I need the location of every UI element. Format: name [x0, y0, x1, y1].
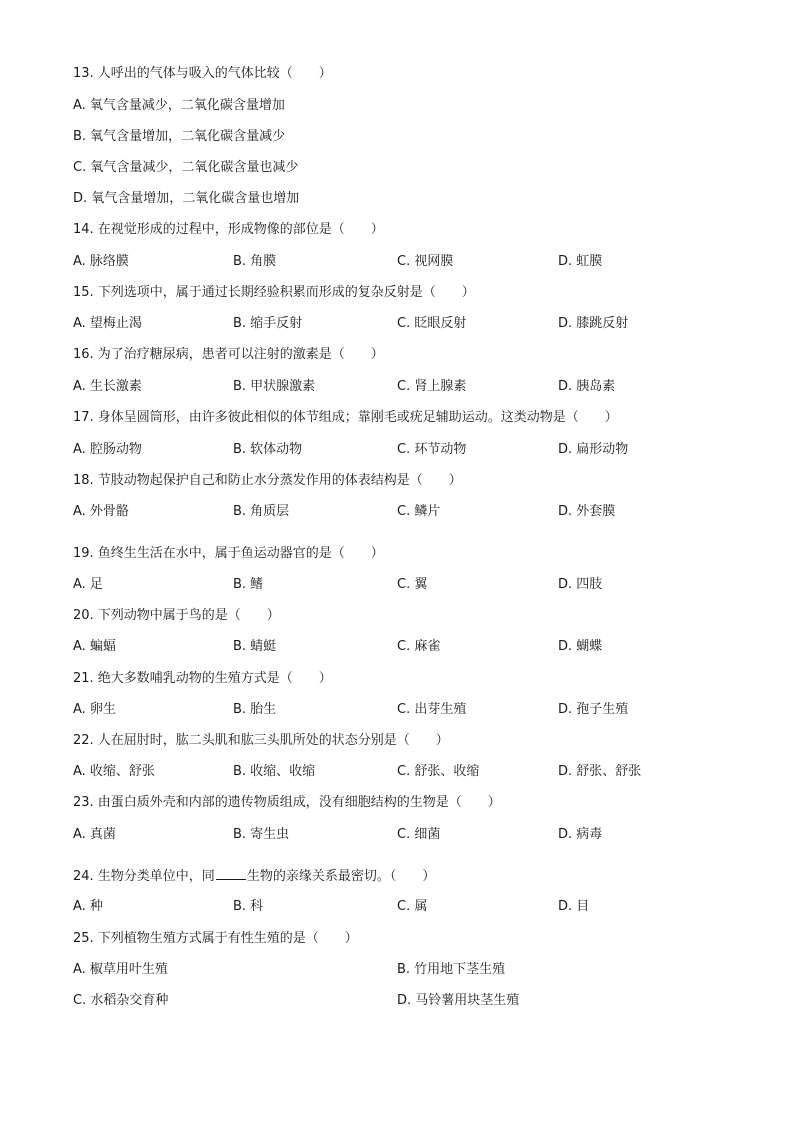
question-13-option-b: B. 氧气含量增加，二氧化碳含量减少	[73, 129, 286, 144]
option-b: B. 寄生虫	[233, 827, 290, 842]
option-b: B. 蜻蜓	[233, 639, 277, 654]
option-a: A. 望梅止渴	[73, 316, 142, 331]
option-a: A. 足	[73, 577, 103, 592]
question-25-options-row-2	[73, 991, 733, 1011]
option-b: B. 甲状腺激素	[233, 379, 316, 394]
option-d: D. 扁形动物	[558, 442, 629, 457]
option-c: C. 肾上腺素	[397, 379, 467, 394]
option-d: D. 蝴蝶	[558, 639, 603, 654]
option-d: D. 外套膜	[558, 504, 616, 519]
question-17-options	[73, 440, 733, 460]
option-a: A. 种	[73, 899, 103, 914]
question-16-options	[73, 377, 733, 397]
option-c: C. 环节动物	[397, 442, 467, 457]
question-21-stem: 21. 绝大多数哺乳动物的生殖方式是（ ）	[73, 671, 332, 686]
option-d: D. 马铃薯用块茎生殖	[397, 993, 520, 1008]
question-21-options	[73, 700, 733, 720]
option-b: B. 竹用地下茎生殖	[397, 962, 506, 977]
question-17-stem: 17. 身体呈圆筒形，由许多彼此相似的体节组成；靠刚毛或疣足辅助运动。这类动物是（ ）	[73, 410, 618, 425]
question-19-options	[73, 575, 733, 595]
option-b: B. 收缩、收缩	[233, 764, 316, 779]
option-c: C. 舒张、收缩	[397, 764, 480, 779]
option-c: C. 鳞片	[397, 504, 441, 519]
option-d: D. 目	[558, 899, 590, 914]
option-c: C. 出芽生殖	[397, 702, 467, 717]
question-20-options	[73, 637, 733, 657]
question-18-options	[73, 502, 733, 522]
option-b: B. 角膜	[233, 254, 277, 269]
option-c: C. 细菌	[397, 827, 441, 842]
option-b: B. 鳍	[233, 577, 264, 592]
option-a: A. 腔肠动物	[73, 442, 142, 457]
option-d: D. 孢子生殖	[558, 702, 629, 717]
option-a: A. 卵生	[73, 702, 116, 717]
question-13-stem: 13. 人呼出的气体与吸入的气体比较（ ）	[73, 66, 332, 81]
option-d: D. 膝跳反射	[558, 316, 629, 331]
option-c: C. 麻雀	[397, 639, 441, 654]
option-b: B. 胎生	[233, 702, 277, 717]
option-d: D. 舒张、舒张	[558, 764, 642, 779]
stem-after-blank: 生物的亲缘关系最密切。（ ）	[246, 869, 436, 884]
option-a: A. 外骨骼	[73, 504, 129, 519]
option-a: A. 真菌	[73, 827, 116, 842]
option-d: D. 病毒	[558, 827, 603, 842]
question-19-stem: 19. 鱼终生生活在水中，属于鱼运动器官的是（ ）	[73, 546, 384, 561]
question-13-option-a: A. 氧气含量减少，二氧化碳含量增加	[73, 98, 285, 113]
option-a: A. 椒草用叶生殖	[73, 962, 168, 977]
question-14-options	[73, 252, 733, 272]
option-c: C. 翼	[397, 577, 428, 592]
option-c: C. 水稻杂交育种	[73, 993, 169, 1008]
question-22-stem: 22. 人在屈肘时，肱二头肌和肱三头肌所处的状态分别是（ ）	[73, 733, 449, 748]
question-13-option-d: D. 氧气含量增加，二氧化碳含量也增加	[73, 191, 300, 206]
question-25-stem: 25. 下列植物生殖方式属于有性生殖的是（ ）	[73, 931, 358, 946]
option-c: C. 眨眼反射	[397, 316, 467, 331]
stem-before-blank: 24. 生物分类单位中，同	[73, 869, 215, 884]
option-d: D. 四肢	[558, 577, 603, 592]
question-24-stem	[73, 866, 435, 886]
option-d: D. 胰岛素	[558, 379, 616, 394]
question-15-stem: 15. 下列选项中，属于通过长期经验积累而形成的复杂反射是（ ）	[73, 285, 475, 300]
question-16-stem: 16. 为了治疗糖尿病，患者可以注射的激素是（ ）	[73, 347, 384, 362]
question-22-options	[73, 762, 733, 782]
question-25-options-row-1	[73, 960, 733, 980]
option-d: D. 虹膜	[558, 254, 603, 269]
question-14-stem: 14. 在视觉形成的过程中，形成物像的部位是（ ）	[73, 222, 384, 237]
option-a: A. 收缩、舒张	[73, 764, 155, 779]
question-13-option-c: C. 氧气含量减少，二氧化碳含量也减少	[73, 160, 299, 175]
option-b: B. 缩手反射	[233, 316, 303, 331]
option-c: C. 属	[397, 899, 428, 914]
option-a: A. 脉络膜	[73, 254, 129, 269]
question-20-stem: 20. 下列动物中属于鸟的是（ ）	[73, 608, 280, 623]
option-b: B. 科	[233, 899, 264, 914]
option-a: A. 生长激素	[73, 379, 142, 394]
option-b: B. 软体动物	[233, 442, 303, 457]
option-c: C. 视网膜	[397, 254, 454, 269]
question-23-options	[73, 825, 733, 845]
option-b: B. 角质层	[233, 504, 290, 519]
question-23-stem: 23. 由蛋白质外壳和内部的遗传物质组成，没有细胞结构的生物是（ ）	[73, 795, 501, 810]
option-a: A. 蝙蝠	[73, 639, 116, 654]
fill-blank	[216, 866, 246, 880]
question-15-options	[73, 314, 733, 334]
question-24-options	[73, 897, 733, 917]
question-18-stem: 18. 节肢动物起保护自己和防止水分蒸发作用的体表结构是（ ）	[73, 473, 462, 488]
